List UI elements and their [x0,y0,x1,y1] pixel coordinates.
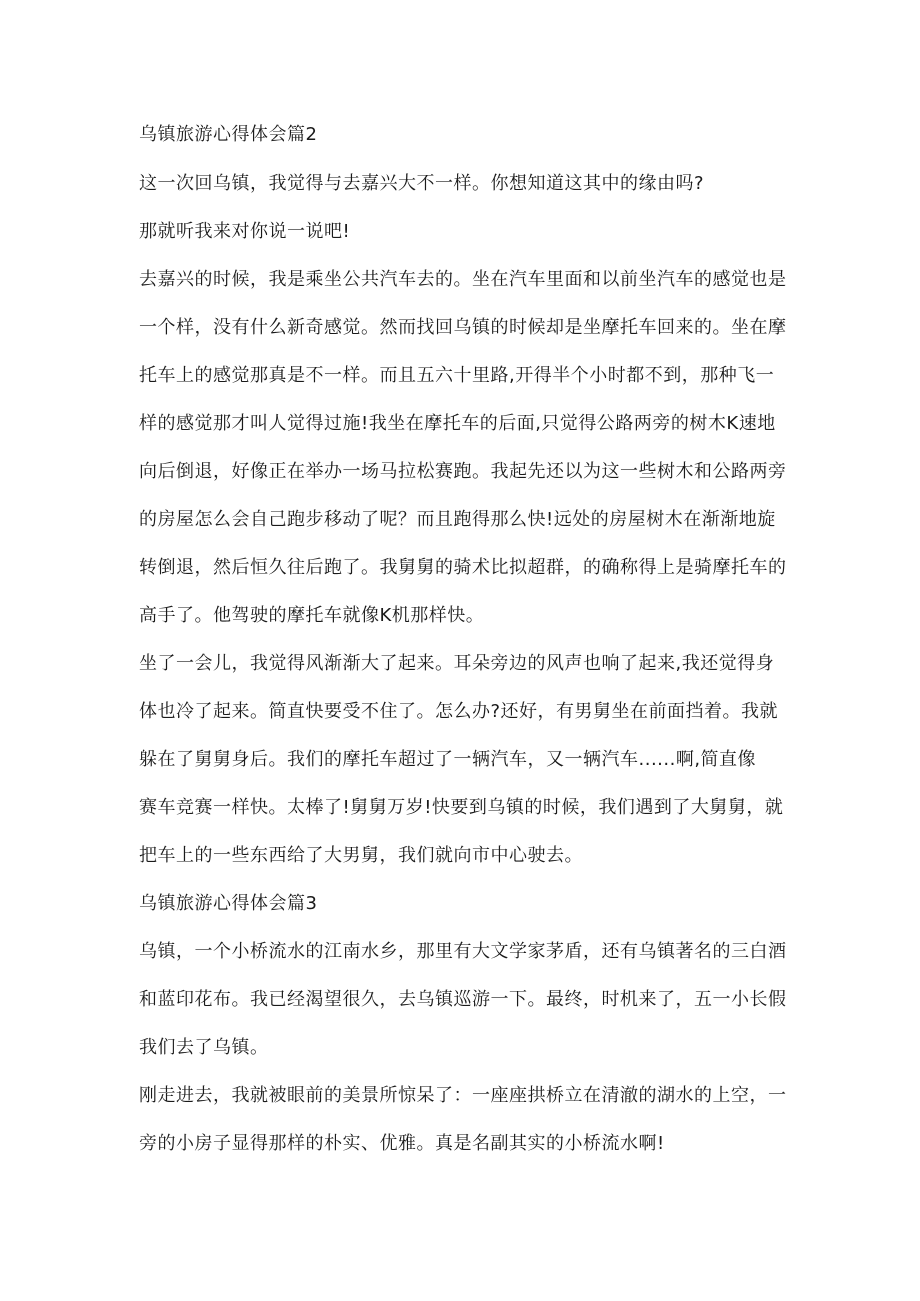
paragraph [139,1076,789,1163]
text-line: 坐了一会儿，我觉得风渐渐大了起来。耳朵旁边的风声也响了起来,我还觉得身 [139,653,775,674]
text-line: 把车上的一些东西给了大男舅，我们就向市中心驶去。 [139,845,583,866]
text-line: 去嘉兴的时候，我是乘坐公共汽车去的。坐在汽车里面和以前坐汽车的感觉也是 [139,269,787,290]
text-line: 转倒退，然后恒久往后跑了。我舅舅的骑术比拟超群，的确称得上是骑摩托车的 [139,557,787,578]
text-line: 那就听我来对你说一说吧! [139,221,351,242]
paragraph [139,212,789,251]
text-line: 向后倒退，好像正在举办一场马拉松赛跑。我起先还以为这一些树木和公路两旁 [139,461,787,482]
heading-text: 乌镇旅游心得体会篇3 [139,893,318,914]
text-line: 躲在了舅舅身后。我们的摩托车超过了一辆汽车，又一辆汽车......啊,简直像 [139,749,757,770]
text-line: 刚走进去，我就被眼前的美景所惊呆了：一座座拱桥立在清澈的湖水的上空，一 [139,1085,787,1106]
paragraph [139,644,789,875]
text-line: 托车上的感觉那真是不一样。而且五六十里路,开得半个小时都不到，那种飞一 [139,365,775,386]
text-line: 乌镇，一个小桥流水的江南水乡，那里有大文学家茅盾，还有乌镇著名的三白酒 [139,941,787,962]
text-line: 一个样，没有什么新奇感觉。然而找回乌镇的时候却是坐摩托车回来的。坐在摩 [139,317,787,338]
text-line: 旁的小房子显得那样的朴实、优雅。真是名副其实的小桥流水啊! [139,1133,665,1154]
paragraph [139,932,789,1067]
text-line: 赛车竞赛一样快。太棒了!舅舅万岁!快要到乌镇的时候，我们遇到了大舅舅，就 [139,797,784,818]
text-line: 和蓝印花布。我已经渴望很久，去乌镇巡游一下。最终，时机来了，五一小长假 [139,989,787,1010]
text-line: 的房屋怎么会自己跑步移动了呢？而且跑得那么快!远处的房屋树木在渐渐地旋 [139,509,776,530]
paragraph [139,260,789,635]
section-heading [139,115,789,154]
text-line: 体也冷了起来。简直快要受不住了。怎么办?还好，有男舅坐在前面挡着。我就 [139,701,779,722]
text-line: 高手了。他驾驶的摩托车就像K机那样快。 [139,605,485,626]
text-line: 这一次回乌镇，我觉得与去嘉兴大不一样。你想知道这其中的缘由吗? [139,173,705,194]
section-heading [139,884,789,923]
heading-text: 乌镇旅游心得体会篇2 [139,124,318,145]
text-line: 我们去了乌镇。 [139,1037,269,1058]
text-line: 样的感觉那才叫人觉得过施!我坐在摩托车的后面,只觉得公路两旁的树木K速地 [139,413,776,434]
paragraph [139,164,789,203]
